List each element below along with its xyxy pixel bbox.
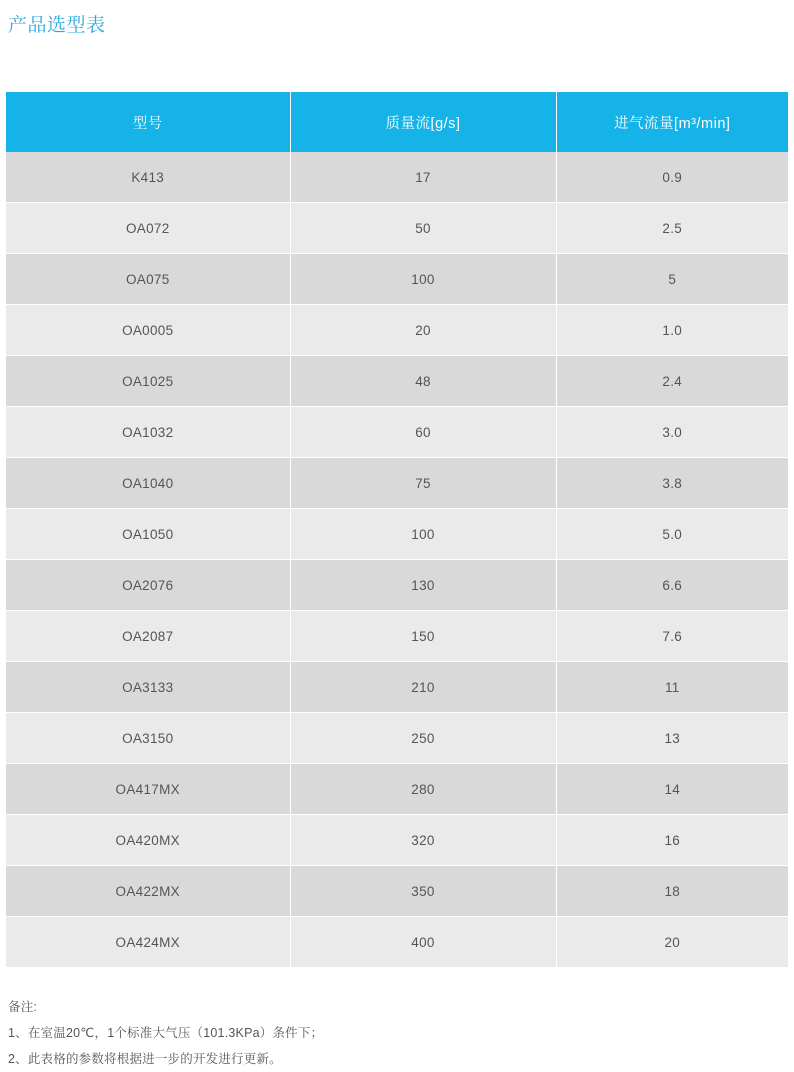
- cell-intake-flow: 6.6: [556, 560, 788, 611]
- cell-model: OA1025: [6, 356, 290, 407]
- cell-model: OA3150: [6, 713, 290, 764]
- cell-mass-flow: 150: [290, 611, 556, 662]
- cell-mass-flow: 75: [290, 458, 556, 509]
- table-body: [6, 152, 788, 968]
- cell-model: K413: [6, 152, 290, 203]
- cell-mass-flow: 60: [290, 407, 556, 458]
- cell-model: OA420MX: [6, 815, 290, 866]
- cell-mass-flow: 400: [290, 917, 556, 968]
- cell-intake-flow: 18: [556, 866, 788, 917]
- cell-mass-flow: 210: [290, 662, 556, 713]
- cell-intake-flow: 5.0: [556, 509, 788, 560]
- notes-section: [8, 994, 794, 1072]
- cell-intake-flow: 2.4: [556, 356, 788, 407]
- cell-mass-flow: 50: [290, 203, 556, 254]
- spec-table-container: [6, 92, 788, 968]
- table-row: [6, 764, 788, 815]
- cell-mass-flow: 350: [290, 866, 556, 917]
- cell-intake-flow: 1.0: [556, 305, 788, 356]
- cell-model: OA2087: [6, 611, 290, 662]
- product-selection-table: [6, 92, 788, 968]
- cell-model: OA1050: [6, 509, 290, 560]
- cell-mass-flow: 130: [290, 560, 556, 611]
- table-row: [6, 203, 788, 254]
- cell-model: OA2076: [6, 560, 290, 611]
- table-row: [6, 611, 788, 662]
- cell-intake-flow: 0.9: [556, 152, 788, 203]
- table-row: [6, 356, 788, 407]
- cell-model: OA424MX: [6, 917, 290, 968]
- cell-model: OA417MX: [6, 764, 290, 815]
- table-row: [6, 917, 788, 968]
- note-line-2: 2、此表格的参数将根据进一步的开发进行更新。: [8, 1052, 282, 1066]
- cell-intake-flow: 14: [556, 764, 788, 815]
- cell-model: OA1040: [6, 458, 290, 509]
- notes-label: 备注:: [8, 1000, 38, 1014]
- cell-model: OA1032: [6, 407, 290, 458]
- table-row: [6, 152, 788, 203]
- table-header-row: [6, 92, 788, 152]
- table-row: [6, 713, 788, 764]
- cell-mass-flow: 280: [290, 764, 556, 815]
- table-row: [6, 305, 788, 356]
- table-header: [6, 92, 788, 152]
- column-header-mass-flow: 质量流[g/s]: [290, 92, 556, 152]
- cell-intake-flow: 13: [556, 713, 788, 764]
- cell-mass-flow: 20: [290, 305, 556, 356]
- table-row: [6, 560, 788, 611]
- cell-intake-flow: 3.8: [556, 458, 788, 509]
- table-row: [6, 407, 788, 458]
- cell-intake-flow: 11: [556, 662, 788, 713]
- table-row: [6, 815, 788, 866]
- table-row: [6, 509, 788, 560]
- cell-intake-flow: 16: [556, 815, 788, 866]
- note-line-1: 1、在室温20℃，1个标准大气压（101.3KPa）条件下；: [8, 1026, 324, 1040]
- table-row: [6, 662, 788, 713]
- column-header-model: 型号: [6, 92, 290, 152]
- cell-mass-flow: 100: [290, 254, 556, 305]
- cell-mass-flow: 17: [290, 152, 556, 203]
- cell-intake-flow: 5: [556, 254, 788, 305]
- cell-mass-flow: 100: [290, 509, 556, 560]
- table-row: [6, 866, 788, 917]
- cell-model: OA072: [6, 203, 290, 254]
- cell-model: OA075: [6, 254, 290, 305]
- cell-model: OA0005: [6, 305, 290, 356]
- cell-mass-flow: 48: [290, 356, 556, 407]
- column-header-intake-flow: 进气流量[m³/min]: [556, 92, 788, 152]
- table-row: [6, 458, 788, 509]
- cell-model: OA3133: [6, 662, 290, 713]
- cell-mass-flow: 320: [290, 815, 556, 866]
- cell-intake-flow: 7.6: [556, 611, 788, 662]
- table-row: [6, 254, 788, 305]
- cell-intake-flow: 20: [556, 917, 788, 968]
- cell-intake-flow: 3.0: [556, 407, 788, 458]
- page-title: 产品选型表: [8, 15, 106, 36]
- cell-mass-flow: 250: [290, 713, 556, 764]
- cell-intake-flow: 2.5: [556, 203, 788, 254]
- cell-model: OA422MX: [6, 866, 290, 917]
